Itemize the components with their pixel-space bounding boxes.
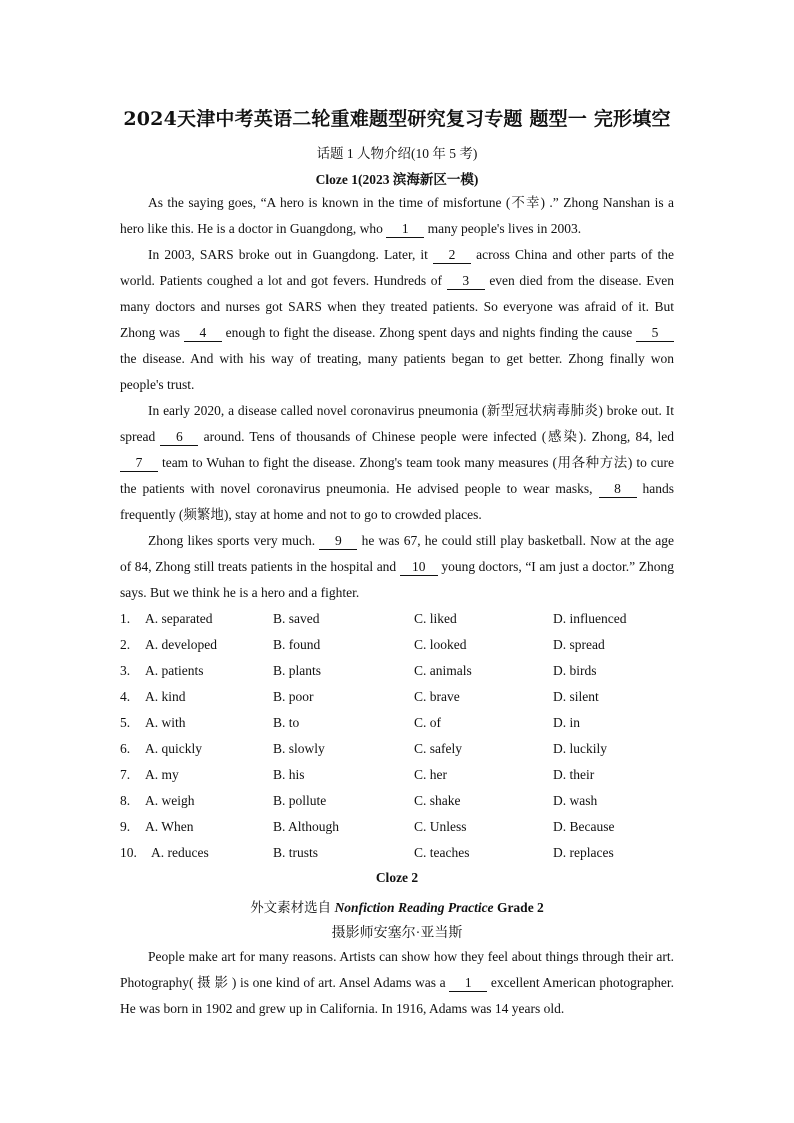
option-row bbox=[120, 840, 680, 866]
option-c: C. of bbox=[414, 715, 441, 730]
answer-blank: 9 bbox=[319, 533, 357, 550]
question-number: 7. bbox=[120, 767, 131, 782]
option-d: D. Because bbox=[553, 819, 615, 834]
question-number: 10. bbox=[120, 845, 137, 860]
cloze1-paragraph-3 bbox=[120, 398, 674, 528]
option-c: C. brave bbox=[414, 689, 460, 704]
answer-blank: 10 bbox=[400, 559, 438, 576]
option-row bbox=[120, 710, 680, 736]
question-number: 6. bbox=[120, 741, 131, 756]
option-b: B. saved bbox=[273, 611, 320, 626]
question-number: 9. bbox=[120, 819, 131, 834]
topic-line: 话题 1 人物介绍(10 年 5 考) bbox=[316, 146, 478, 161]
option-row bbox=[120, 762, 680, 788]
cloze2-heading: Cloze 2 bbox=[375, 870, 419, 885]
question-number: 5. bbox=[120, 715, 131, 730]
option-row bbox=[120, 632, 680, 658]
option-a: A. weigh bbox=[145, 793, 195, 808]
cloze1-paragraph-1 bbox=[120, 190, 674, 242]
option-b: B. plants bbox=[273, 663, 322, 678]
answer-blank: 6 bbox=[160, 429, 198, 446]
option-b: B. pollute bbox=[273, 793, 327, 808]
option-b: B. his bbox=[273, 767, 305, 782]
paragraph-text: team to Wuhan to fight the disease. Zhong's team took many measures (用各种方法) to cure the patients with novel coronavirus pneumonia. He advised people to wear masks, bbox=[120, 455, 674, 496]
option-a: A. reduces bbox=[151, 845, 209, 860]
paragraph-text: around. Tens of thousands of Chinese people were infected (感染). Zhong, 84, led bbox=[198, 429, 674, 444]
option-row bbox=[120, 606, 680, 632]
option-d: D. silent bbox=[553, 689, 599, 704]
source-suffix: Grade 2 bbox=[493, 900, 544, 915]
paragraph-text: People make art for many reasons. Artists can show how they feel about things through their art. Photography( 摄 影 ) is one kind of art. Ansel Adams was a bbox=[120, 949, 674, 990]
paragraph-text: he was 67, he could still play basketball. Now at the age of 84, Zhong still treats patients in the hospital and bbox=[120, 533, 674, 574]
question-number: 2. bbox=[120, 637, 131, 652]
option-d: D. birds bbox=[553, 663, 597, 678]
cloze2-source bbox=[0, 896, 794, 916]
option-a: A. with bbox=[145, 715, 186, 730]
cloze1-paragraph-2 bbox=[120, 242, 674, 398]
paragraph-text: In early 2020, a disease called novel coronavirus pneumonia (新型冠状病毒肺炎) broke out. It spread bbox=[120, 403, 674, 444]
cloze1-heading: Cloze 1(2023 滨海新区一模) bbox=[315, 172, 479, 187]
option-b: B. to bbox=[273, 715, 300, 730]
option-row bbox=[120, 788, 680, 814]
paragraph-text: young doctors, “I am just a doctor.” Zhong says. But we think he is a hero and a fighter. bbox=[120, 559, 674, 600]
option-c: C. looked bbox=[414, 637, 467, 652]
paragraph-text: across China and other parts of the world. Patients coughed a lot and got fevers. Hundreds of bbox=[120, 247, 674, 288]
option-a: A. my bbox=[145, 767, 179, 782]
option-d: D. wash bbox=[553, 793, 598, 808]
option-c: C. liked bbox=[414, 611, 457, 626]
option-b: B. slowly bbox=[273, 741, 325, 756]
option-c: C. animals bbox=[414, 663, 472, 678]
source-book-title: Nonfiction Reading Practice bbox=[334, 900, 494, 915]
option-row bbox=[120, 658, 680, 684]
paragraph-text: the disease. And with his way of treating, many patients began to get better. Zhong finally won people's trust. bbox=[120, 351, 674, 392]
question-number: 8. bbox=[120, 793, 131, 808]
paragraph-text: excellent American photographer. He was born in 1902 and grew up in California. In 1916, Adams was 14 years old. bbox=[120, 975, 674, 1016]
option-a: A. patients bbox=[145, 663, 204, 678]
option-b: B. Although bbox=[273, 819, 340, 834]
option-a: A. quickly bbox=[145, 741, 202, 756]
option-c: C. safely bbox=[414, 741, 462, 756]
option-c: C. Unless bbox=[414, 819, 467, 834]
option-b: B. found bbox=[273, 637, 321, 652]
option-c: C. her bbox=[414, 767, 447, 782]
option-a: A. separated bbox=[145, 611, 213, 626]
page-title: 2024天津中考英语二轮重难题型研究复习专题 题型一 完形填空 bbox=[123, 108, 671, 130]
source-prefix: 外文素材选自 bbox=[250, 900, 335, 915]
cloze2-paragraph-1 bbox=[120, 944, 674, 1022]
option-c: C. teaches bbox=[414, 845, 470, 860]
paragraph-text: As the saying goes, “A hero is known in the time of misfortune (不幸) .” Zhong Nanshan is a hero like this. He is a doctor in Guangdong, who bbox=[120, 195, 674, 236]
option-d: D. in bbox=[553, 715, 580, 730]
answer-blank: 2 bbox=[433, 247, 471, 264]
paragraph-text: hands frequently (频繁地), stay at home and not to go to crowded places. bbox=[120, 481, 675, 522]
paragraph-text: Zhong likes sports very much. bbox=[148, 533, 320, 548]
paragraph-text: In 2003, SARS broke out in Guangdong. Later, it bbox=[148, 247, 434, 262]
option-a: A. kind bbox=[145, 689, 186, 704]
option-a: A. developed bbox=[145, 637, 217, 652]
option-d: D. luckily bbox=[553, 741, 607, 756]
answer-blank: 4 bbox=[184, 325, 222, 342]
answer-blank: 1 bbox=[386, 221, 424, 238]
answer-blank: 7 bbox=[120, 455, 158, 472]
option-b: B. poor bbox=[273, 689, 314, 704]
answer-blank: 5 bbox=[636, 325, 674, 342]
answer-blank: 3 bbox=[447, 273, 485, 290]
option-b: B. trusts bbox=[273, 845, 319, 860]
paragraph-text: even died from the disease. Even many doctors and nurses got SARS when they treated patients. So everyone was afraid of it. But Zhong was bbox=[120, 273, 674, 340]
option-row bbox=[120, 684, 680, 710]
question-number: 4. bbox=[120, 689, 131, 704]
paragraph-text: enough to fight the disease. Zhong spent days and nights finding the cause bbox=[221, 325, 637, 340]
option-row bbox=[120, 814, 680, 840]
answer-blank: 1 bbox=[449, 975, 487, 992]
paragraph-text: many people's lives in 2003. bbox=[424, 221, 582, 236]
option-d: D. replaces bbox=[553, 845, 614, 860]
option-row bbox=[120, 736, 680, 762]
cloze1-paragraph-4 bbox=[120, 528, 674, 606]
question-number: 3. bbox=[120, 663, 131, 678]
option-d: D. their bbox=[553, 767, 595, 782]
cloze2-subtitle: 摄影师安塞尔·亚当斯 bbox=[331, 926, 463, 941]
option-a: A. When bbox=[145, 819, 194, 834]
question-number: 1. bbox=[120, 611, 131, 626]
option-d: D. influenced bbox=[553, 611, 627, 626]
answer-blank: 8 bbox=[599, 481, 637, 498]
option-d: D. spread bbox=[553, 637, 605, 652]
option-c: C. shake bbox=[414, 793, 461, 808]
